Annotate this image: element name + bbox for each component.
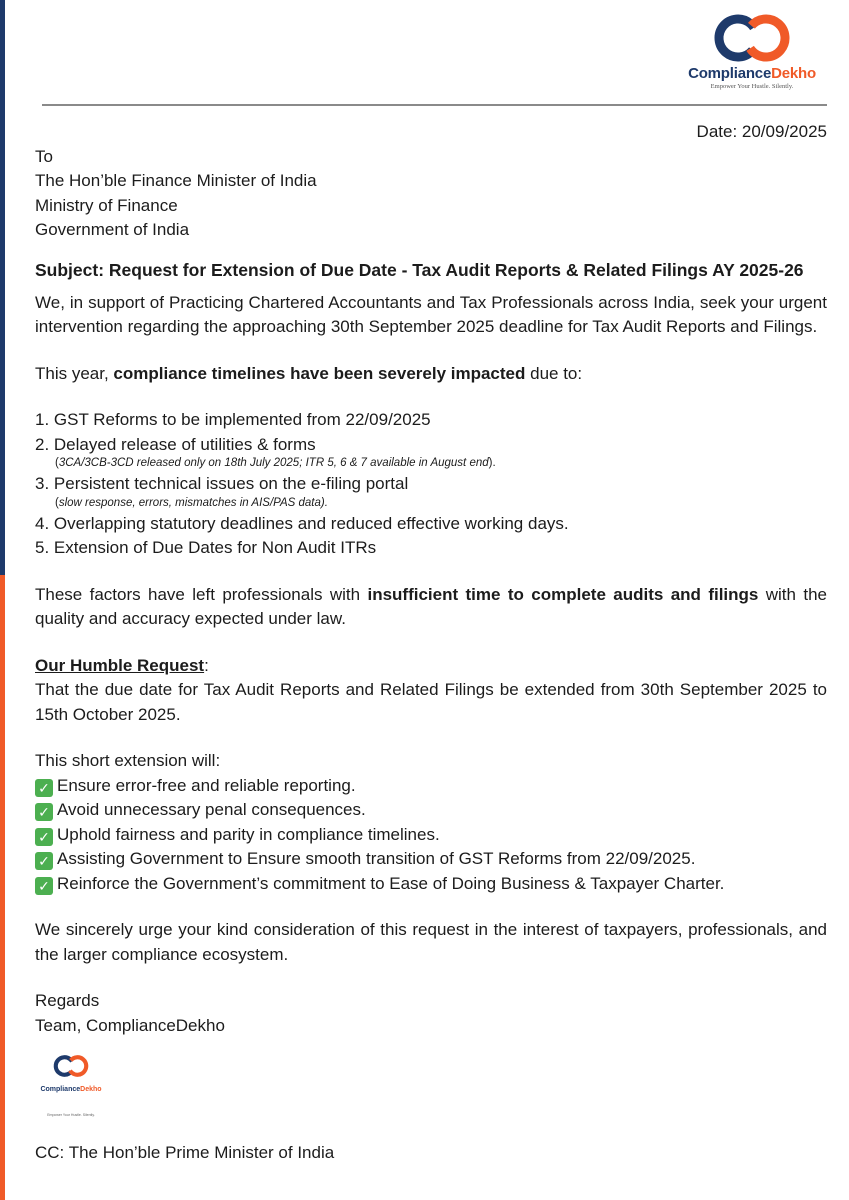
list-item: ✓ Ensure error-free and reliable reporting. <box>35 774 827 799</box>
compliancedekho-logo <box>677 12 827 90</box>
signature: Team, ComplianceDekho <box>35 1015 225 1035</box>
factors-paragraph: These factors have left professionals with insufficient time to complete audits and filings with the quality and accuracy expected under law. <box>35 584 827 628</box>
address-line: Government of India <box>35 220 190 239</box>
check-mark-icon: ✓ <box>35 828 53 846</box>
intro-paragraph: We, in support of Practicing Chartered Accountants and Tax Professionals across India, seek your urgent intervention regarding the approaching 30th September 2025 deadline for Tax Audit Reports and Filings. <box>35 292 827 336</box>
left-accent-bar-navy <box>0 0 5 575</box>
reason-note: (3CA/3CB-3CD released only on 18th July 2025; ITR 5, 6 & 7 available in August end). <box>55 457 496 469</box>
list-item: 1. GST Reforms to be implemented from 22/09/2025 <box>35 410 431 429</box>
reason-note: (slow response, errors, mismatches in AIS/PAS data). <box>55 496 328 509</box>
logo-tagline: Empower Your Hustle. Silently. <box>47 1112 95 1117</box>
benefits-list <box>35 774 827 897</box>
logo-wordmark: ComplianceDekho <box>688 65 816 82</box>
logo-infinity-icon <box>52 1054 90 1078</box>
reasons-list <box>35 408 827 561</box>
letter-subject: Subject: Request for Extension of Due Date - Tax Audit Reports & Related Filings AY 2025-26 <box>35 259 804 280</box>
logo-tagline: Empower Your Hustle. Silently. <box>710 83 794 90</box>
list-item: 3. Persistent technical issues on the e-filing portal <box>35 474 409 493</box>
list-item: ✓ Uphold fairness and parity in compliance timelines. <box>35 823 827 848</box>
check-mark-icon: ✓ <box>35 852 53 870</box>
regards: Regards <box>35 991 100 1010</box>
check-mark-icon: ✓ <box>35 877 53 895</box>
list-item: 4. Overlapping statutory deadlines and reduced effective working days. <box>35 513 569 533</box>
cc-line: CC: The Hon’ble Prime Minister of India <box>35 1143 335 1162</box>
address-line: To <box>35 146 53 166</box>
impact-statement: This year, compliance timelines have been severely impacted due to: <box>35 363 583 383</box>
list-item: 2. Delayed release of utilities & forms <box>35 434 316 454</box>
list-item: ✓ Reinforce the Government’s commitment to Ease of Doing Business & Taxpayer Charter. <box>35 872 827 897</box>
letter-date: Date: 20/09/2025 <box>696 122 827 141</box>
list-item: ✓ Avoid unnecessary penal consequences. <box>35 798 827 823</box>
check-mark-icon: ✓ <box>35 779 53 797</box>
logo-wordmark: ComplianceDekho <box>40 1086 102 1093</box>
request-text: That the due date for Tax Audit Reports and Related Filings be extended from 30th September 2025 to 15th October 2025. <box>35 680 827 724</box>
logo-infinity-icon <box>713 12 791 64</box>
extension-intro: This short extension will: <box>35 751 221 770</box>
request-heading: Our Humble Request: <box>35 655 209 675</box>
signature-logo <box>35 1054 107 1127</box>
address-line: Ministry of Finance <box>35 195 178 215</box>
closing-paragraph: We sincerely urge your kind consideration of this request in the interest of taxpayers, professionals, and the larger compliance ecosystem. <box>35 920 827 964</box>
list-item: ✓ Assisting Government to Ensure smooth transition of GST Reforms from 22/09/2025. <box>35 847 827 872</box>
address-line: The Hon’ble Finance Minister of India <box>35 171 317 190</box>
letter-body <box>35 120 827 1166</box>
recipient-address <box>35 145 827 243</box>
list-item: 5. Extension of Due Dates for Non Audit ITRs <box>35 538 377 557</box>
header-divider <box>42 104 827 106</box>
check-mark-icon: ✓ <box>35 803 53 821</box>
left-accent-bar-orange <box>0 575 5 1200</box>
